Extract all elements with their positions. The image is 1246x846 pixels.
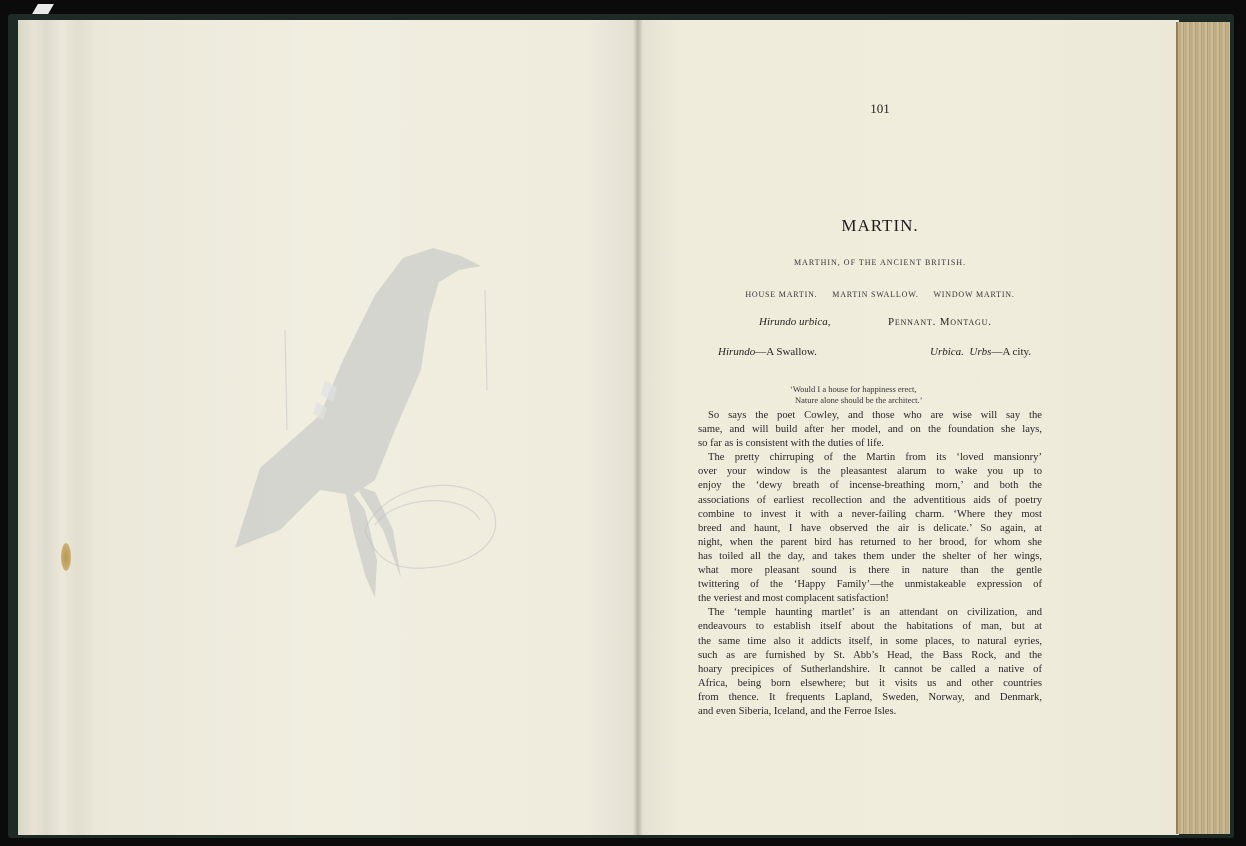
epigraph-quote	[790, 384, 990, 406]
body-line: The pretty chirruping of the Martin from its ‘loved mansionry’	[708, 452, 1042, 464]
etymology-species-meaning: —A city.	[991, 346, 1032, 358]
synonym-2: MARTIN SWALLOW.	[832, 290, 919, 299]
body-line: night, when the parent bird has returned to her brood, for whom she	[698, 536, 1042, 548]
left-page-edges	[18, 20, 98, 835]
bird-show-through-illustration	[225, 230, 515, 610]
latin-name: Hirundo urbica,	[759, 316, 831, 328]
body-line: the same time also it addicts itself, in some places, to natural eyries,	[698, 635, 1042, 647]
book-gutter	[633, 20, 643, 835]
body-line: associations of earliest recollection and the adventitious aids of poetry	[698, 494, 1042, 506]
authorities: Pennant. Montagu.	[888, 316, 992, 328]
body-line: The ‘temple haunting martlet’ is an attendant on civilization, and	[708, 607, 1042, 619]
page-title: MARTIN.	[841, 216, 919, 235]
body-line: Africa, being born elsewhere; but it visits us and other countries	[698, 677, 1042, 689]
synonym-3: WINDOW MARTIN.	[933, 290, 1015, 299]
body-line: from thence. It frequents Lapland, Sweden, Norway, and Denmark,	[698, 691, 1042, 703]
body-line: what more pleasant sound is there in nature than the gentle	[698, 565, 1042, 577]
body-line: combine to invest it with a never-failing charm. ‘Where they most	[698, 508, 1042, 520]
body-line: breed and haunt, I have observed the air is delicate.’ So again, at	[698, 522, 1042, 534]
etymology-genus-meaning: —A Swallow.	[755, 346, 817, 358]
body-line: over your window is the pleasantest alarum to wake you up to	[698, 466, 1042, 478]
body-line: and even Siberia, Iceland, and the Ferroe Isles.	[698, 705, 897, 717]
etymology-species-term: Urbica.	[930, 346, 964, 358]
welsh-name-subtitle: MARTHIN, OF THE ANCIENT BRITISH.	[793, 258, 967, 267]
body-line: such as are furnished by St. Abb’s Head, the Bass Rock, and the	[698, 649, 1042, 661]
body-line: same, and will build after her model, and on the foundation she lays,	[698, 424, 1042, 436]
quote-line-1: ‘Would I a house for happiness erect,	[790, 384, 917, 394]
quote-line-2: Nature alone should be the architect.’	[795, 395, 923, 405]
etymology-genus	[718, 346, 817, 358]
right-page-edges	[1176, 22, 1230, 834]
paper-corner	[32, 4, 54, 14]
body-line: the veriest and most complacent satisfaction!	[698, 593, 889, 605]
body-line: has toiled all the day, and takes them under the shelter of her wings,	[698, 550, 1042, 562]
body-text	[698, 409, 1042, 719]
body-line: twittering of the ‘Happy Family’—the unmistakeable expression of	[698, 579, 1042, 591]
etymology-genus-term: Hirundo	[718, 346, 756, 358]
page-stain	[61, 543, 71, 571]
body-line: So says the poet Cowley, and those who are wise will say the	[708, 410, 1042, 421]
body-line: so far as is consistent with the duties of life.	[698, 438, 884, 450]
body-line: enjoy the ‘dewy breath of incense-breathing morn,’ and both the	[698, 480, 1042, 492]
synonym-1: HOUSE MARTIN.	[745, 290, 818, 299]
etymology-species	[930, 346, 1031, 358]
synonyms-line	[680, 290, 1080, 299]
body-line: endeavours to establish itself about the habitations of man, but at	[698, 621, 1042, 633]
page-number: 101	[870, 101, 890, 116]
etymology-species-root: Urbs	[969, 346, 992, 358]
body-line: hoary precipices of Sutherlandshire. It cannot be called a native of	[698, 663, 1042, 675]
